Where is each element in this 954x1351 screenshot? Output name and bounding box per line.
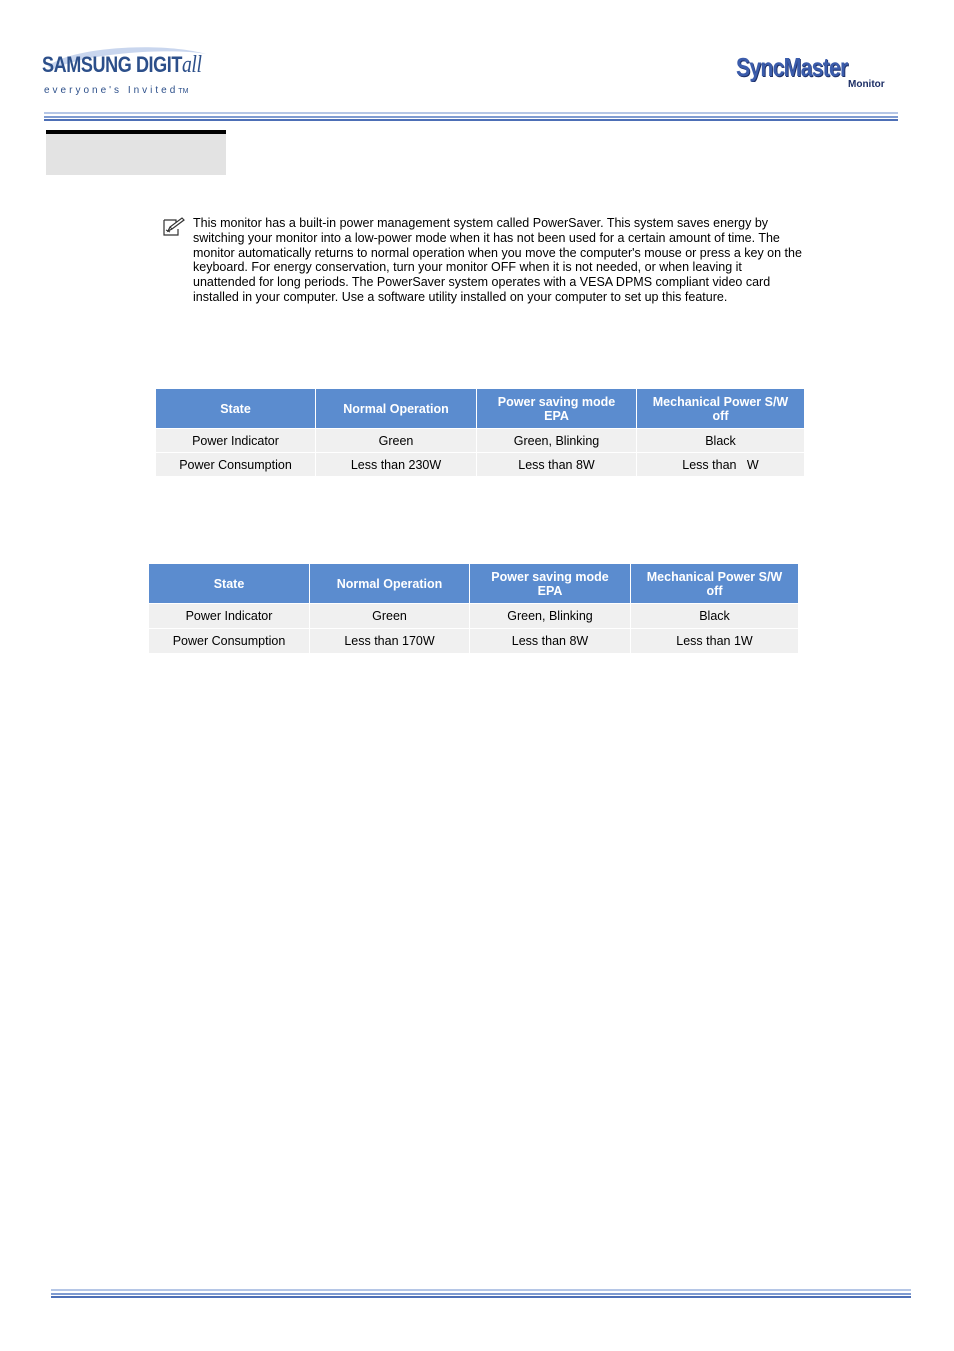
table-cell: Green bbox=[310, 604, 470, 629]
header-rule-mid bbox=[44, 116, 898, 118]
table-cell: Green, Blinking bbox=[470, 604, 631, 629]
table-header-cell: Mechanical Power S/W off bbox=[631, 564, 799, 604]
table-cell: Power Consumption bbox=[149, 629, 310, 654]
power-table-2 bbox=[148, 563, 799, 654]
footer-rule-mid bbox=[51, 1293, 911, 1295]
table-cell: Less than 1W bbox=[631, 629, 799, 654]
table-header-cell: Mechanical Power S/W off bbox=[637, 389, 805, 429]
table-header-cell: Power saving mode EPA bbox=[470, 564, 631, 604]
table-row bbox=[149, 629, 799, 654]
samsung-tagline: everyone's InvitedTM bbox=[44, 85, 189, 96]
table-row bbox=[156, 453, 805, 477]
table-header-cell: Power saving mode EPA bbox=[477, 389, 637, 429]
syncmaster-logo bbox=[736, 52, 896, 92]
table-header-row bbox=[149, 564, 799, 604]
table-cell: Green bbox=[316, 429, 477, 453]
table-row bbox=[149, 604, 799, 629]
section-title-box bbox=[46, 134, 226, 175]
samsung-brand-text: SAMSUNG DIGITall bbox=[42, 52, 202, 78]
header-rule-dark bbox=[44, 119, 898, 121]
table-header-cell: State bbox=[156, 389, 316, 429]
footer-rule-light bbox=[51, 1289, 911, 1291]
table-cell: Black bbox=[637, 429, 805, 453]
header-rule-light bbox=[44, 112, 898, 114]
table-cell: Less than 230W bbox=[316, 453, 477, 477]
table-cell: Less than 8W bbox=[470, 629, 631, 654]
table-cell: Power Indicator bbox=[149, 604, 310, 629]
note-pencil-icon bbox=[162, 217, 186, 237]
table-cell: Power Consumption bbox=[156, 453, 316, 477]
samsung-digitall-logo bbox=[42, 52, 212, 100]
syncmaster-name: SyncMaster bbox=[736, 52, 848, 82]
power-table-1 bbox=[155, 388, 805, 477]
table-header-row bbox=[156, 389, 805, 429]
table-cell: Less than 8W bbox=[477, 453, 637, 477]
table-cell: Less than W bbox=[637, 453, 805, 477]
table-row bbox=[156, 429, 805, 453]
powersaver-note-text: This monitor has a built-in power management system called PowerSaver. This system saves energy by switching your monitor into a low-power mode when it has not been used for a certain amount of time. The monitor automatically returns to normal operation when you move the computer's mouse or press a key on the keyboard. For energy conservation, turn your monitor OFF when it is not needed, or when leaving it unattended for long periods. The PowerSaver system operates with a VESA DPMS compliant video card installed in your computer. Use a software utility installed on your computer to set up this feature. bbox=[193, 216, 802, 304]
table-cell: Power Indicator bbox=[156, 429, 316, 453]
syncmaster-sub: Monitor bbox=[848, 79, 885, 90]
table-header-cell: Normal Operation bbox=[310, 564, 470, 604]
footer-rule-dark bbox=[51, 1296, 911, 1298]
table-header-cell: State bbox=[149, 564, 310, 604]
table-cell: Black bbox=[631, 604, 799, 629]
table-cell: Green, Blinking bbox=[477, 429, 637, 453]
table-header-cell: Normal Operation bbox=[316, 389, 477, 429]
table-cell: Less than 170W bbox=[310, 629, 470, 654]
